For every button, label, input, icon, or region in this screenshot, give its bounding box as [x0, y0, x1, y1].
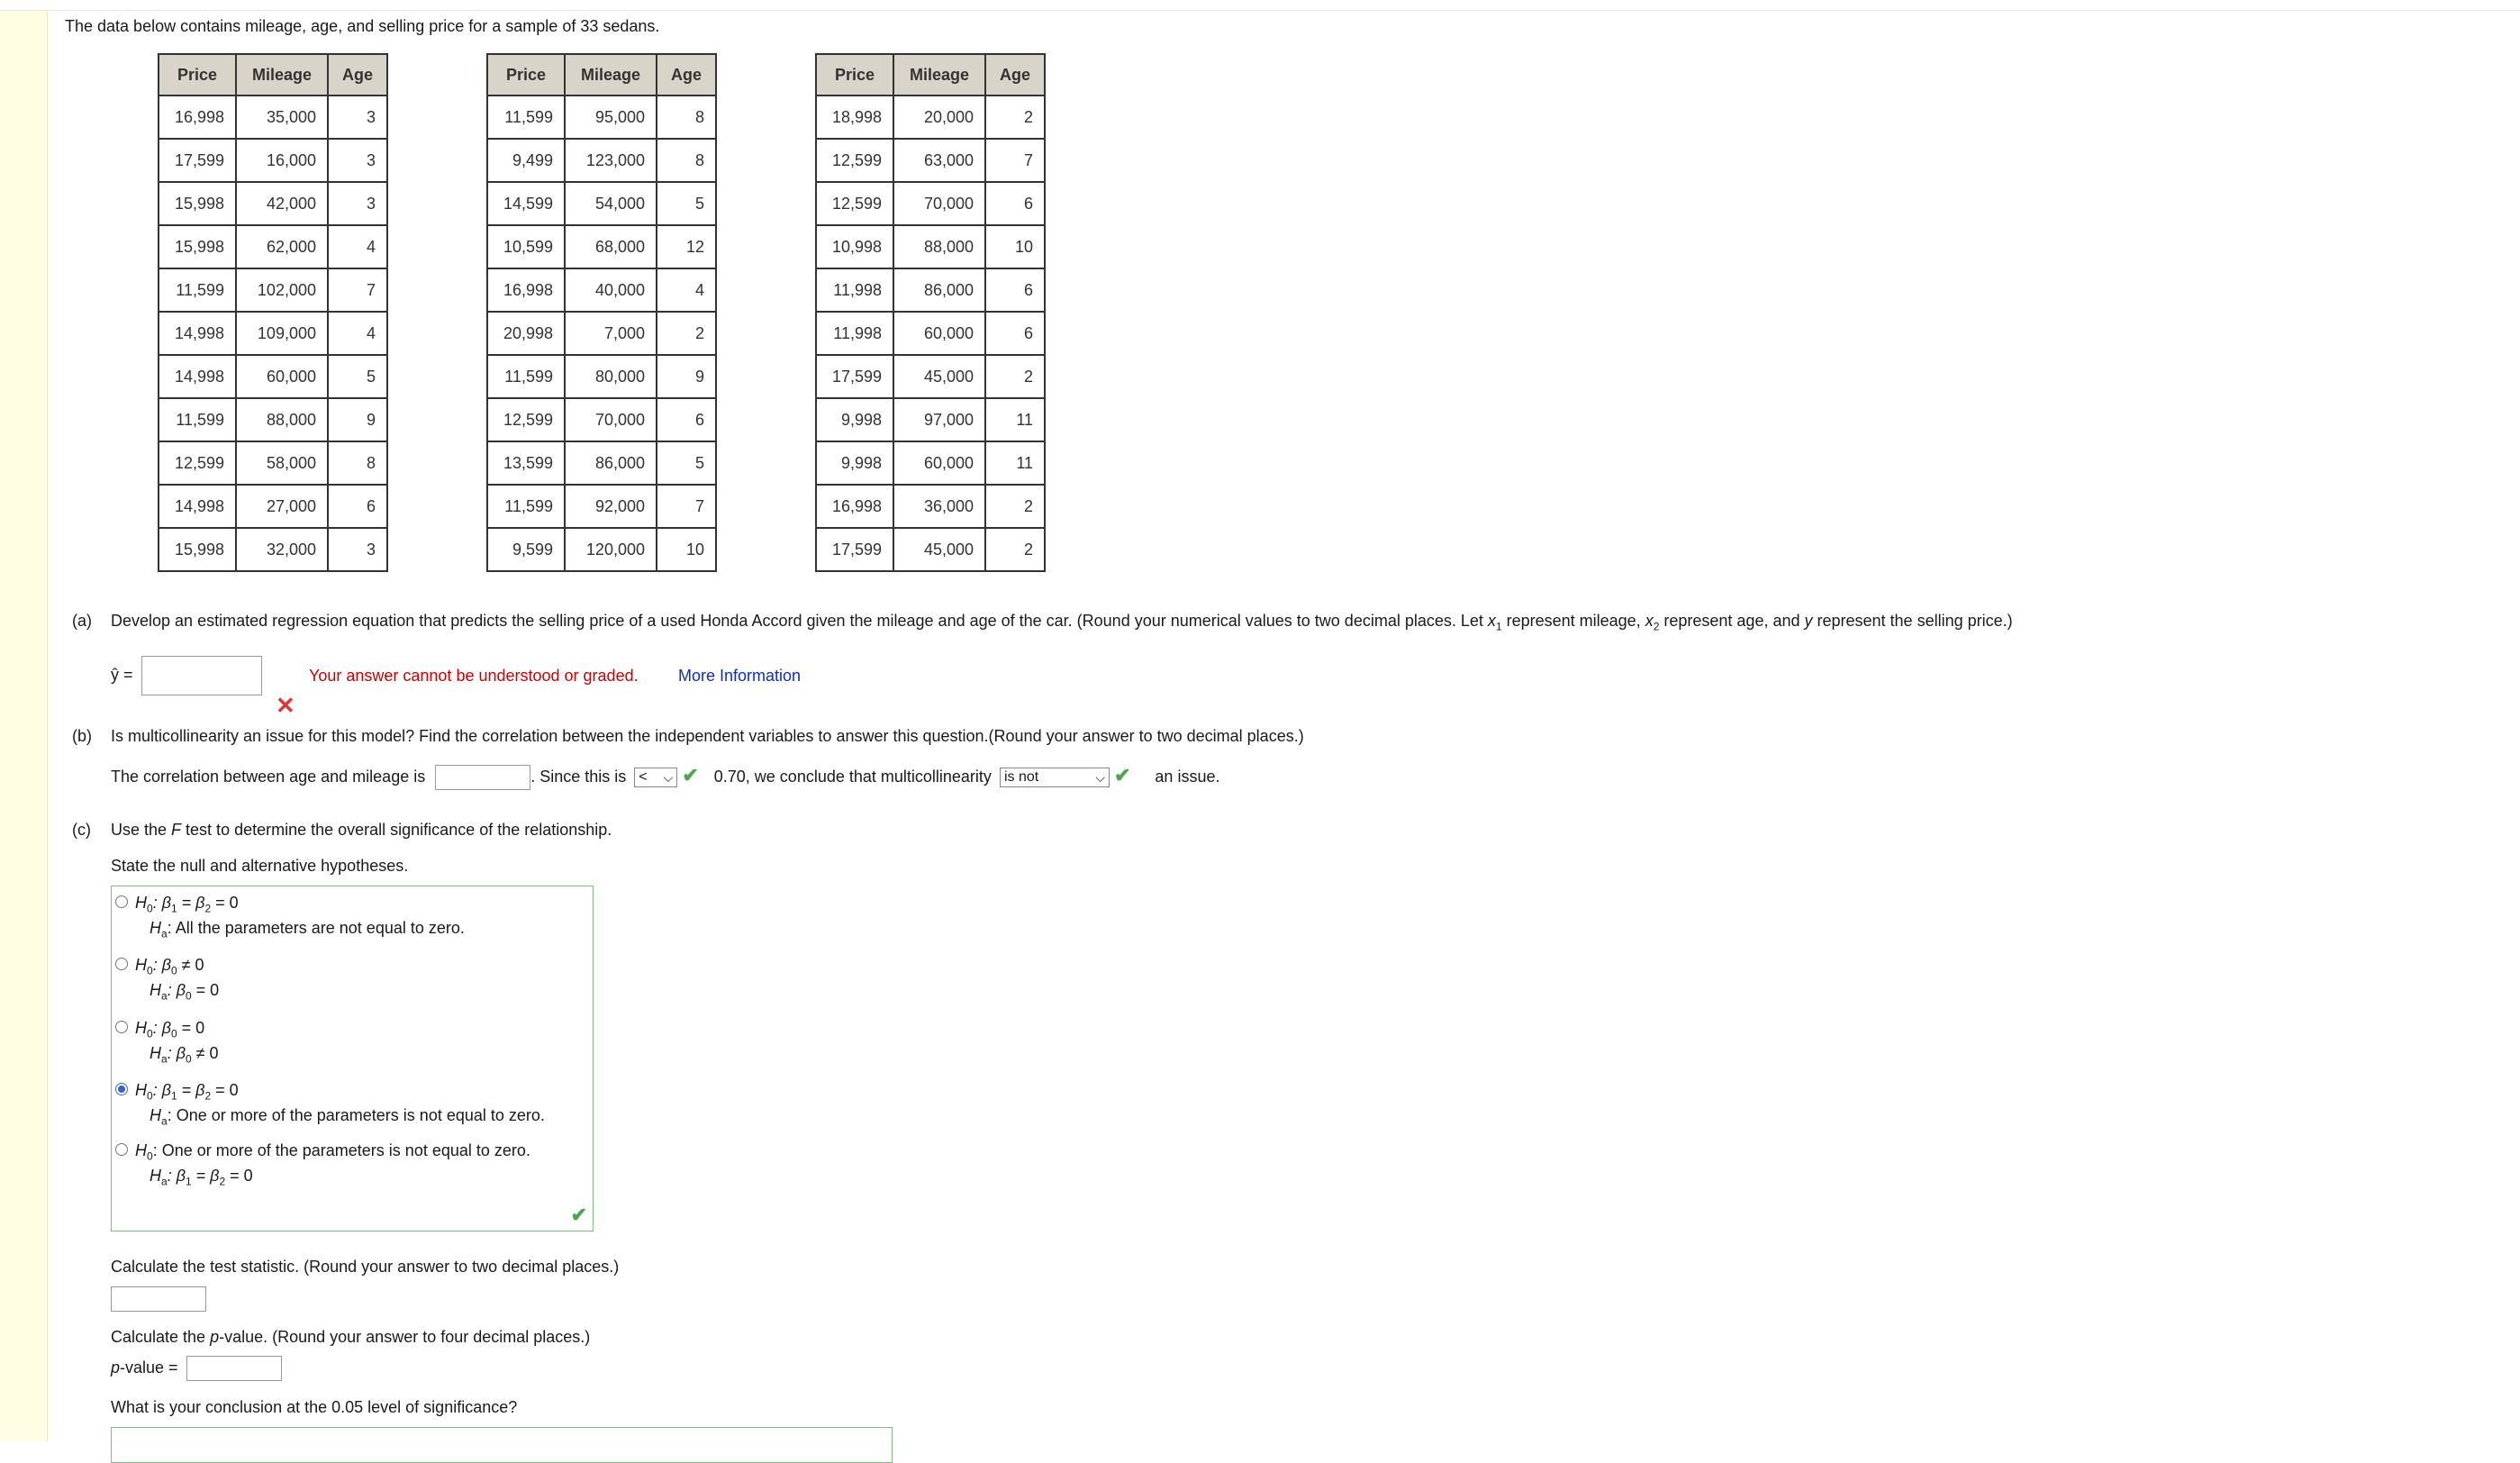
age-cell: 2: [985, 485, 1045, 528]
price-cell: 11,599: [159, 268, 236, 312]
h0-text: : β: [152, 1081, 171, 1099]
table-row: [159, 268, 387, 312]
age-cell: 2: [985, 528, 1045, 571]
h0-rest: ≠ 0: [177, 956, 204, 974]
hypothesis-option-3[interactable]: [115, 1019, 219, 1065]
ha-text: : β: [167, 980, 186, 999]
mileage-cell: 97,000: [893, 398, 985, 441]
pvalue-input[interactable]: [186, 1356, 282, 1381]
age-cell: 7: [985, 139, 1045, 182]
ha-end: = 0: [191, 980, 220, 999]
column-header-price: Price: [159, 54, 236, 95]
table-row: [816, 441, 1045, 485]
comparison-value: <: [639, 769, 648, 786]
age-cell: 4: [328, 312, 387, 355]
table-row: [816, 139, 1045, 182]
price-cell: 11,599: [159, 398, 236, 441]
table-row: [816, 268, 1045, 312]
ha-sub: a: [161, 1052, 168, 1066]
h0-sub: 0: [147, 964, 153, 977]
column-header-age: Age: [328, 54, 387, 95]
ha-sub: a: [161, 927, 168, 940]
price-cell: 18,998: [816, 95, 893, 139]
part-b-label: (b): [72, 727, 92, 745]
table-row: [159, 355, 387, 398]
ha-symbol: H: [150, 1166, 161, 1185]
pvalue-label-p: p: [111, 1358, 121, 1377]
age-cell: 6: [657, 398, 716, 441]
part-c-label: (c): [72, 821, 91, 839]
age-cell: 9: [328, 398, 387, 441]
ha-end: ≠ 0: [191, 1043, 219, 1062]
ha-line: [150, 981, 219, 1003]
age-cell: 11: [985, 441, 1045, 485]
price-cell: 14,998: [159, 485, 236, 528]
hypotheses-choices: [111, 886, 594, 1231]
radio-option-1[interactable]: [115, 895, 128, 908]
age-cell: 8: [328, 441, 387, 485]
table-row: [487, 182, 716, 225]
price-cell: 12,599: [816, 139, 893, 182]
radio-option-5[interactable]: [115, 1143, 128, 1156]
correct-check-icon: ✔: [682, 764, 699, 786]
age-cell: 4: [657, 268, 716, 312]
yhat-label: ŷ =: [111, 665, 133, 684]
price-cell: 14,599: [487, 182, 565, 225]
h0-sub: 0: [147, 1089, 153, 1103]
ha-symbol: H: [150, 1105, 161, 1124]
y-var: y: [1804, 612, 1813, 630]
age-cell: 2: [657, 312, 716, 355]
table-row: [487, 441, 716, 485]
h0-sub: 0: [147, 1150, 153, 1163]
hypothesis-option-2[interactable]: [115, 956, 219, 1002]
price-cell: 9,998: [816, 441, 893, 485]
mileage-cell: 32,000: [236, 528, 328, 571]
age-cell: 3: [328, 528, 387, 571]
table-row: [487, 528, 716, 571]
ha-line: [150, 1106, 545, 1128]
multicollinearity-select[interactable]: [1000, 768, 1110, 787]
part-b-answer-row: [111, 764, 1219, 790]
price-cell: 14,998: [159, 355, 236, 398]
column-header-price: Price: [487, 54, 565, 95]
correlation-input[interactable]: [435, 765, 530, 790]
beta-sub: 1: [185, 1175, 192, 1188]
price-cell: 11,998: [816, 312, 893, 355]
pvalue-label: -value =: [120, 1358, 178, 1377]
age-cell: 4: [328, 225, 387, 268]
x2-var: x: [1645, 612, 1654, 630]
h0-sub: 0: [147, 1027, 153, 1040]
mileage-cell: 68,000: [565, 225, 657, 268]
part-a-q1: Develop an estimated regression equation that predicts the selling price of a used Honda Accord given the mileage and age of the car. (Round your numerical values to two decimal places. Let: [111, 612, 1488, 630]
table-row: [816, 182, 1045, 225]
part-c-text: [111, 821, 612, 840]
price-cell: 15,998: [159, 182, 236, 225]
mileage-cell: 70,000: [565, 398, 657, 441]
ha-line: [150, 1044, 219, 1066]
h0-end: = 0: [211, 894, 239, 912]
table-row: [487, 95, 716, 139]
age-cell: 12: [657, 225, 716, 268]
mileage-cell: 60,000: [236, 355, 328, 398]
h0-symbol: H: [135, 1019, 147, 1037]
price-cell: 12,599: [816, 182, 893, 225]
price-cell: 10,599: [487, 225, 565, 268]
beta-sub: 1: [170, 902, 177, 915]
h0-symbol: H: [135, 1081, 147, 1099]
table-row: [816, 528, 1045, 571]
beta-sub: 1: [170, 1089, 177, 1103]
pvalue-row: [111, 1356, 282, 1381]
mileage-cell: 40,000: [565, 268, 657, 312]
h0-text: : β: [152, 894, 171, 912]
radio-option-3[interactable]: [115, 1021, 128, 1033]
test-stat-prompt: Calculate the test statistic. (Round your answer to two decimal places.): [111, 1258, 620, 1276]
h0-symbol: H: [135, 894, 147, 912]
beta-sub: 2: [219, 1175, 226, 1188]
ha-sub: a: [161, 989, 168, 1003]
part-b-line-1: The correlation between age and mileage is: [111, 768, 426, 786]
mileage-cell: 54,000: [565, 182, 657, 225]
price-cell: 13,599: [487, 441, 565, 485]
table-row: [487, 312, 716, 355]
ha-symbol: H: [150, 1043, 161, 1062]
hypotheses-prompt: State the null and alternative hypotheses.: [111, 857, 409, 875]
table-row: [159, 485, 387, 528]
table-row: [487, 485, 716, 528]
beta-sub: 0: [170, 1027, 177, 1040]
radio-option-4-selected[interactable]: [115, 1083, 128, 1095]
price-cell: 16,998: [816, 485, 893, 528]
data-table-2: [486, 53, 717, 572]
mileage-cell: 7,000: [565, 312, 657, 355]
p-var: p: [210, 1328, 220, 1346]
ha-line: [150, 1167, 530, 1188]
x2-sub: 2: [1653, 620, 1660, 633]
h0-rest: = β: [177, 1081, 205, 1099]
data-table-1: [158, 53, 388, 572]
age-cell: 11: [985, 398, 1045, 441]
mileage-cell: 62,000: [236, 225, 328, 268]
column-header-age: Age: [657, 54, 716, 95]
price-cell: 17,599: [816, 528, 893, 571]
hypothesis-option-1[interactable]: [115, 894, 465, 940]
table-row: [487, 268, 716, 312]
mileage-cell: 86,000: [893, 268, 985, 312]
mileage-cell: 88,000: [893, 225, 985, 268]
regression-equation-input[interactable]: [141, 656, 262, 695]
age-cell: 7: [328, 268, 387, 312]
price-cell: 16,998: [159, 95, 236, 139]
part-a-text: [111, 612, 2013, 633]
test-statistic-input[interactable]: [111, 1286, 206, 1312]
conclusion-choices: [111, 1427, 893, 1463]
ha-symbol: H: [150, 918, 161, 937]
age-cell: 5: [328, 355, 387, 398]
age-cell: 6: [328, 485, 387, 528]
price-cell: 14,998: [159, 312, 236, 355]
age-cell: 10: [985, 225, 1045, 268]
beta-sub: 0: [185, 1052, 192, 1066]
mileage-cell: 102,000: [236, 268, 328, 312]
conclusion-prompt: What is your conclusion at the 0.05 level of significance?: [111, 1398, 518, 1416]
price-cell: 11,599: [487, 485, 565, 528]
correct-check-icon: ✔: [570, 1204, 587, 1226]
data-table-3: [815, 53, 1046, 572]
pvalue-prompt-2: -value. (Round your answer to four decimal places.): [219, 1328, 591, 1346]
table-row: [159, 225, 387, 268]
column-header-age: Age: [985, 54, 1045, 95]
ha-text: : β: [167, 1043, 186, 1062]
left-sidebar: [0, 11, 48, 1441]
part-b-line-4: an issue.: [1155, 768, 1220, 786]
multicollinearity-value: is not: [1003, 769, 1039, 786]
ha-line: [150, 919, 465, 940]
price-cell: 11,599: [487, 95, 565, 139]
ha-end: = 0: [225, 1166, 253, 1185]
beta-sub: 0: [185, 989, 192, 1003]
price-cell: 12,599: [487, 398, 565, 441]
table-row: [816, 398, 1045, 441]
beta-sub: 2: [204, 1089, 212, 1103]
price-cell: 15,998: [159, 528, 236, 571]
age-cell: 3: [328, 95, 387, 139]
mileage-cell: 60,000: [893, 312, 985, 355]
age-cell: 6: [985, 182, 1045, 225]
table-row: [159, 182, 387, 225]
part-a-q4: represent the selling price.): [1812, 612, 2013, 630]
mileage-cell: 63,000: [893, 139, 985, 182]
price-cell: 20,998: [487, 312, 565, 355]
age-cell: 8: [657, 95, 716, 139]
price-cell: 15,998: [159, 225, 236, 268]
mileage-cell: 45,000: [893, 528, 985, 571]
error-message: Your answer cannot be understood or graded.: [309, 667, 639, 685]
mileage-cell: 27,000: [236, 485, 328, 528]
radio-option-2[interactable]: [115, 958, 128, 970]
part-a-answer-row: [111, 656, 802, 719]
age-cell: 3: [328, 139, 387, 182]
mileage-cell: 109,000: [236, 312, 328, 355]
age-cell: 8: [657, 139, 716, 182]
age-cell: 6: [985, 312, 1045, 355]
ha-rest: = β: [191, 1166, 220, 1185]
pvalue-prompt-1: Calculate the: [111, 1328, 211, 1346]
mileage-cell: 86,000: [565, 441, 657, 485]
mileage-cell: 80,000: [565, 355, 657, 398]
mileage-cell: 120,000: [565, 528, 657, 571]
mileage-cell: 36,000: [893, 485, 985, 528]
table-row: [816, 95, 1045, 139]
top-bar: [0, 0, 2520, 11]
ha-symbol: H: [150, 980, 161, 999]
price-cell: 9,998: [816, 398, 893, 441]
column-header-mileage: Mileage: [893, 54, 985, 95]
age-cell: 2: [985, 95, 1045, 139]
pvalue-prompt: [111, 1328, 590, 1347]
ha-sub: a: [161, 1114, 168, 1128]
column-header-price: Price: [816, 54, 893, 95]
h0-end: = 0: [211, 1081, 239, 1099]
price-cell: 17,599: [159, 139, 236, 182]
table-row: [159, 312, 387, 355]
beta-sub: 0: [170, 964, 177, 977]
hypothesis-option-5[interactable]: [115, 1141, 530, 1187]
mileage-cell: 35,000: [236, 95, 328, 139]
table-row: [487, 355, 716, 398]
x1-sub: 1: [1495, 620, 1502, 633]
price-cell: 10,998: [816, 225, 893, 268]
correct-check-icon: ✔: [1113, 764, 1131, 786]
ha-text: : All the parameters are not equal to zero.: [167, 918, 465, 937]
h0-text: : One or more of the parameters is not equal to zero.: [152, 1141, 530, 1159]
mileage-cell: 95,000: [565, 95, 657, 139]
mileage-cell: 123,000: [565, 139, 657, 182]
age-cell: 5: [657, 441, 716, 485]
table-row: [159, 139, 387, 182]
comparison-select[interactable]: [634, 768, 677, 787]
price-cell: 11,599: [487, 355, 565, 398]
table-row: [159, 95, 387, 139]
table-row: [487, 398, 716, 441]
age-cell: 9: [657, 355, 716, 398]
h0-text: : β: [152, 1019, 171, 1037]
h0-rest: = β: [177, 894, 205, 912]
incorrect-icon: ✕: [276, 692, 295, 719]
column-header-mileage: Mileage: [565, 54, 657, 95]
table-row: [816, 485, 1045, 528]
ha-text: : One or more of the parameters is not equal to zero.: [167, 1105, 545, 1124]
age-cell: 6: [985, 268, 1045, 312]
price-cell: 9,499: [487, 139, 565, 182]
part-a-q3: represent age, and: [1659, 612, 1805, 630]
column-header-mileage: Mileage: [236, 54, 328, 95]
part-b-line-3: 0.70, we conclude that multicollinearity: [713, 768, 992, 786]
h0-symbol: H: [135, 1141, 147, 1159]
age-cell: 5: [657, 182, 716, 225]
table-row: [487, 139, 716, 182]
table-row: [159, 398, 387, 441]
table-row: [159, 528, 387, 571]
part-a-label: (a): [72, 612, 92, 630]
chevron-down-icon: ⌵: [663, 770, 674, 786]
x1-var: x: [1487, 612, 1496, 630]
mileage-cell: 16,000: [236, 139, 328, 182]
age-cell: 7: [657, 485, 716, 528]
table-row: [487, 225, 716, 268]
hypothesis-option-4[interactable]: [115, 1081, 545, 1127]
mileage-cell: 92,000: [565, 485, 657, 528]
price-cell: 12,599: [159, 441, 236, 485]
mileage-cell: 70,000: [893, 182, 985, 225]
price-cell: 16,998: [487, 268, 565, 312]
f-var: F: [171, 821, 182, 839]
part-c-q2: test to determine the overall significance of the relationship.: [181, 821, 612, 839]
mileage-cell: 42,000: [236, 182, 328, 225]
part-b-text: Is multicollinearity an issue for this model? Find the correlation between the independent variables to answer this question.(Round your answer to two decimal places.): [111, 727, 1304, 745]
mileage-cell: 88,000: [236, 398, 328, 441]
part-c-q1: Use the: [111, 821, 172, 839]
mileage-cell: 20,000: [893, 95, 985, 139]
part-a-q2: represent mileage,: [1501, 612, 1645, 630]
chevron-down-icon: ⌵: [1095, 770, 1105, 786]
price-cell: 11,998: [816, 268, 893, 312]
h0-symbol: H: [135, 956, 147, 974]
table-row: [816, 312, 1045, 355]
mileage-cell: 58,000: [236, 441, 328, 485]
age-cell: 10: [657, 528, 716, 571]
ha-text: : β: [167, 1166, 186, 1185]
beta-sub: 2: [204, 902, 212, 915]
ha-sub: a: [161, 1175, 168, 1188]
h0-text: : β: [152, 956, 171, 974]
test-stat-row: [111, 1286, 206, 1312]
mileage-cell: 45,000: [893, 355, 985, 398]
age-cell: 2: [985, 355, 1045, 398]
price-cell: 9,599: [487, 528, 565, 571]
mileage-cell: 60,000: [893, 441, 985, 485]
h0-sub: 0: [147, 902, 153, 915]
price-cell: 17,599: [816, 355, 893, 398]
intro-text: The data below contains mileage, age, and selling price for a sample of 33 sedans.: [65, 17, 660, 35]
table-row: [159, 441, 387, 485]
table-row: [816, 225, 1045, 268]
h0-rest: = 0: [177, 1019, 205, 1037]
part-b-line-2: . Since this is: [530, 768, 627, 786]
age-cell: 3: [328, 182, 387, 225]
table-row: [816, 355, 1045, 398]
more-information-link[interactable]: More Information: [678, 667, 802, 685]
